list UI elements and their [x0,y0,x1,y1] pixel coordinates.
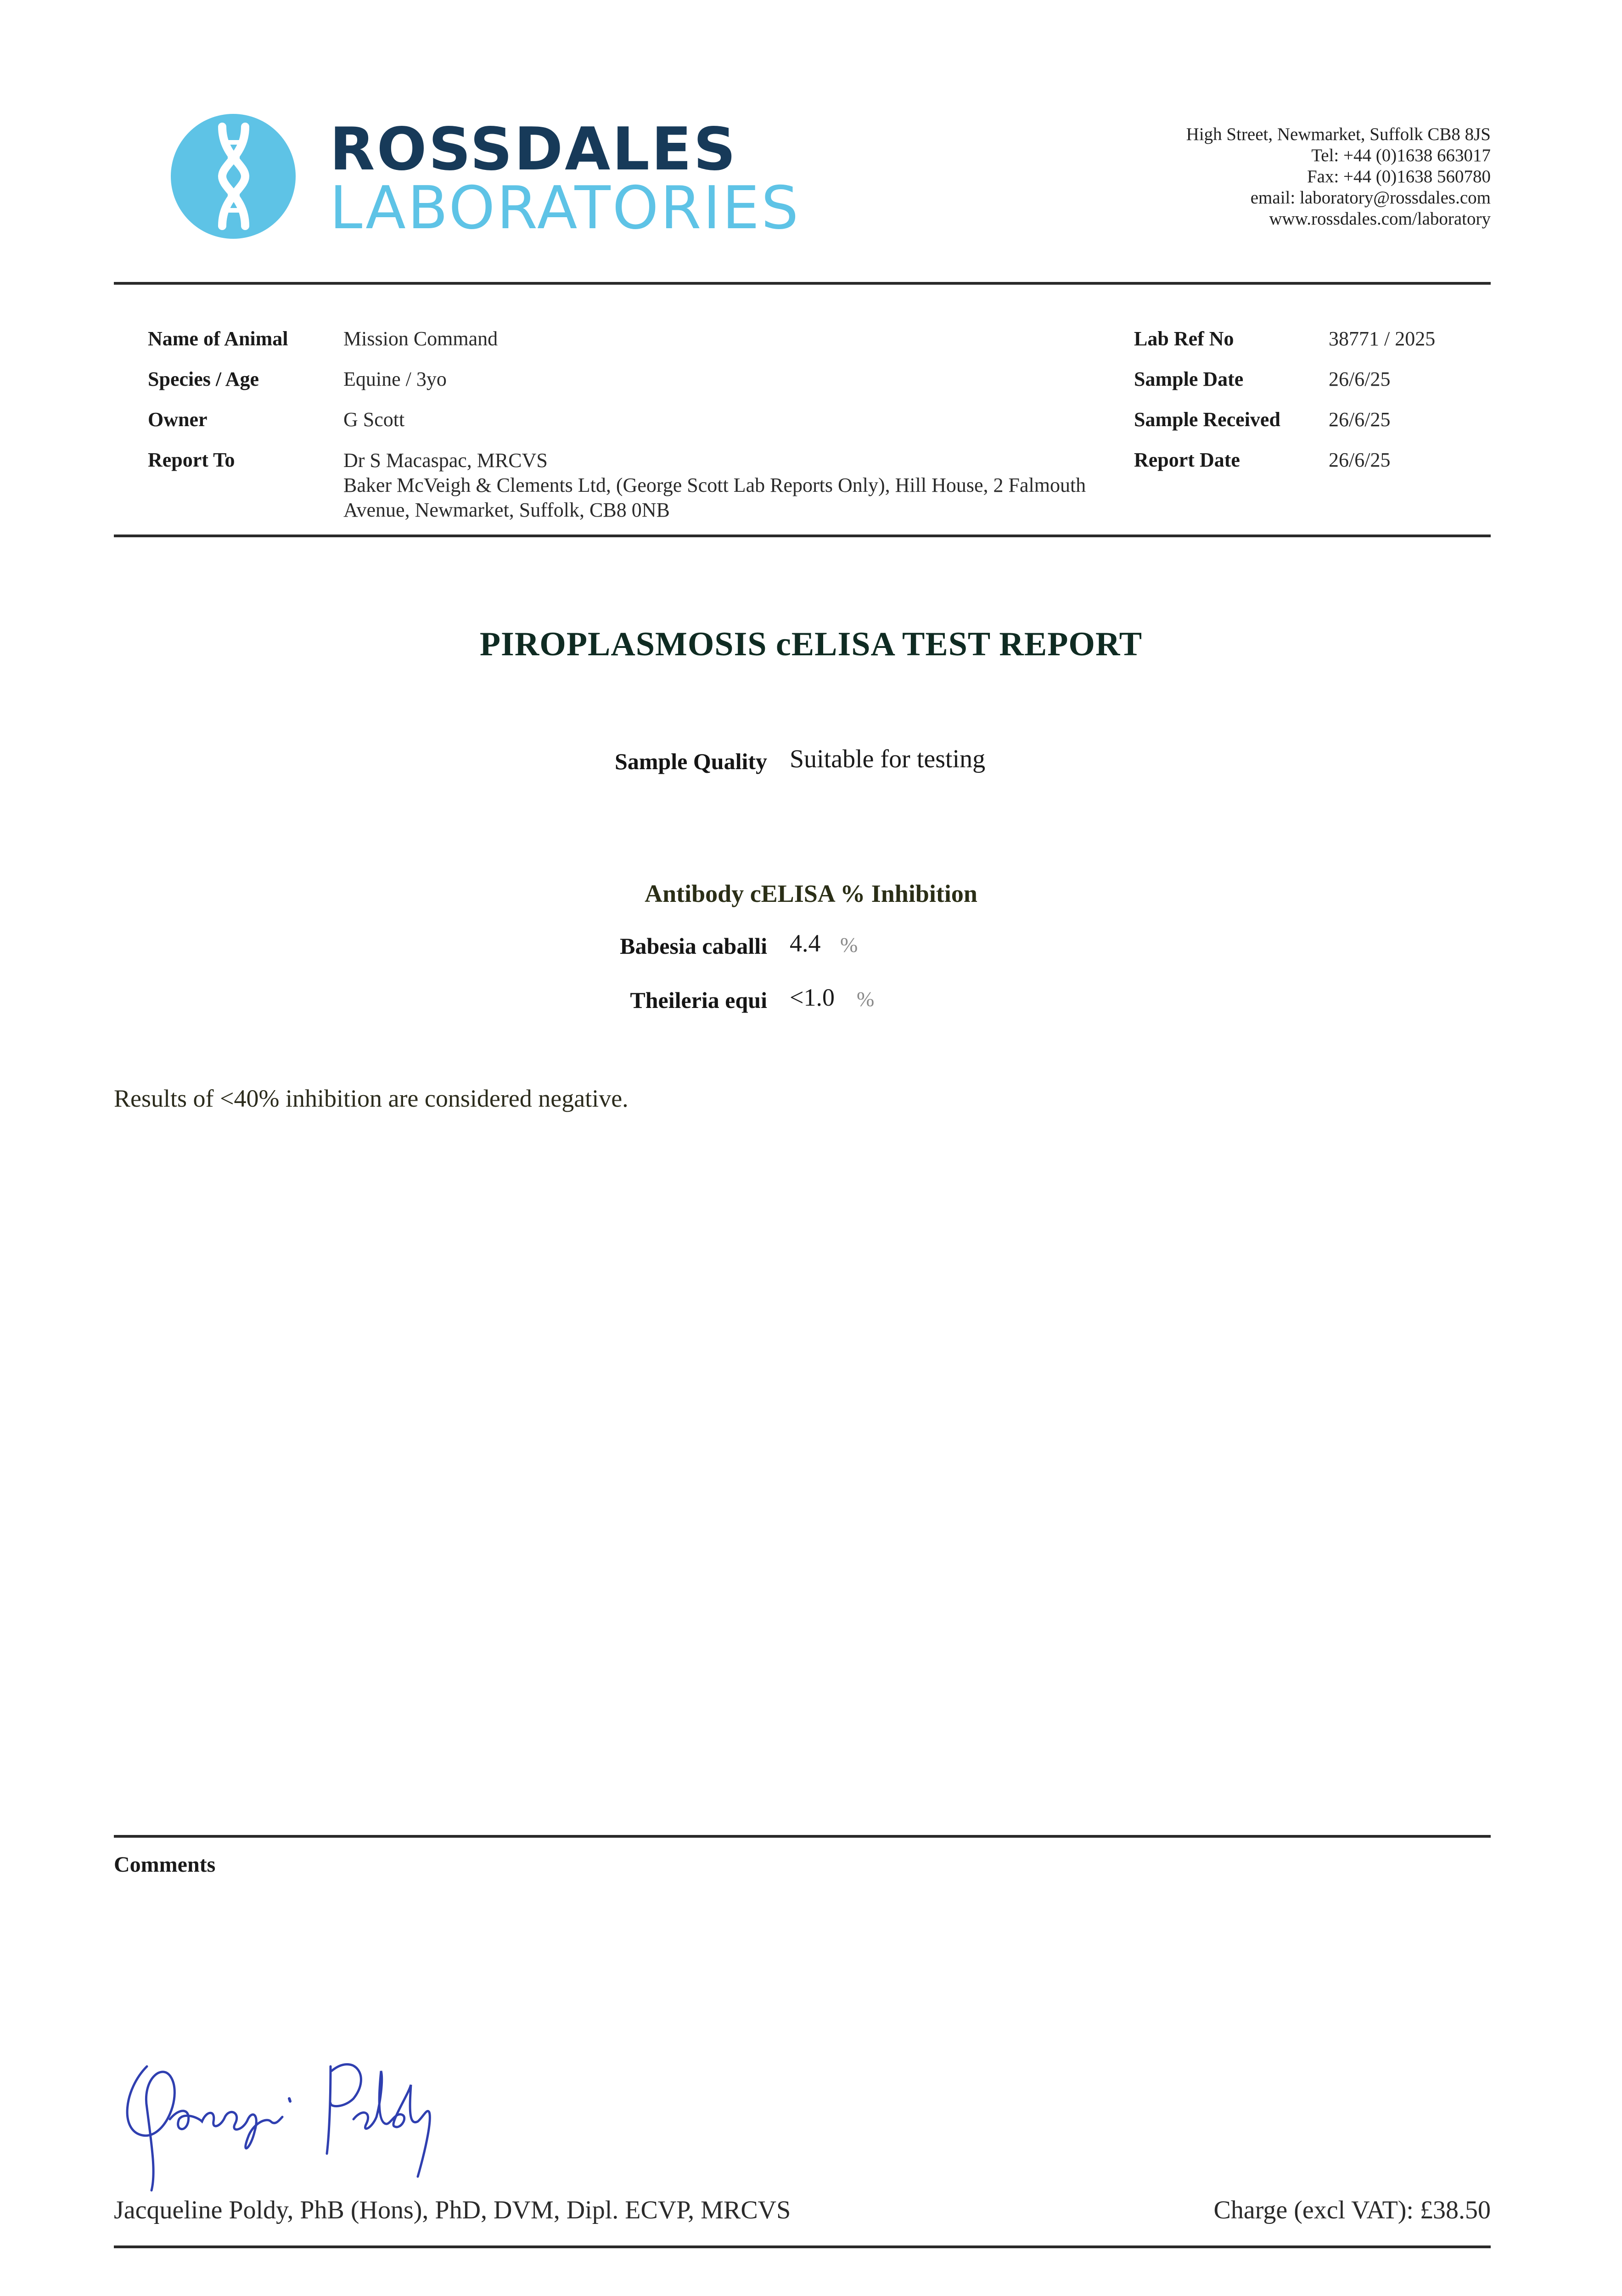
contact-block [1186,124,1491,230]
signatory-name: Jacqueline Poldy, PhB (Hons), PhD, DVM, Dipl. ECVP, MRCVS [114,2196,791,2224]
interpretation-note: Results of <40% inhibition are considered negative. [114,1085,629,1112]
header-divider [114,282,1491,285]
lab-ref-value: 38771 / 2025 [1329,327,1436,350]
footer-divider [114,2245,1491,2248]
report-to-recipient: Dr S Macaspac, MRCVS [343,449,548,472]
details-divider [114,535,1491,537]
result-unit-babesia: % [840,933,858,957]
result-unit-theileria: % [857,987,875,1011]
name-of-animal-label: Name of Animal [148,327,288,350]
sample-quality-value: Suitable for testing [790,745,986,773]
sample-date-label: Sample Date [1134,368,1244,390]
report-to-value [343,448,1124,523]
antibody-heading: Antibody cELISA % Inhibition [645,880,977,907]
signature [115,2039,445,2195]
result-label-babesia: Babesia caballi [620,933,767,959]
result-label-theileria: Theileria equi [630,987,767,1013]
dna-helix-icon [171,114,296,239]
sample-received-label: Sample Received [1134,408,1280,431]
sample-received-value: 26/6/25 [1329,408,1391,431]
contact-email: email: laboratory@rossdales.com [1250,188,1491,208]
comments-label: Comments [114,1852,216,1877]
charge-amount: Charge (excl VAT): £38.50 [1213,2196,1491,2224]
lab-ref-label: Lab Ref No [1134,327,1234,350]
owner-value: G Scott [343,408,405,431]
contact-address: High Street, Newmarket, Suffolk CB8 8JS [1186,124,1491,144]
species-age-value: Equine / 3yo [343,368,447,390]
result-value-theileria: <1.0 [790,984,835,1011]
brand-subtitle: LABORATORIES [330,174,801,242]
species-age-label: Species / Age [148,368,259,390]
report-date-label: Report Date [1134,449,1240,471]
comments-divider [114,1835,1491,1838]
report-to-address: Baker McVeigh & Clements Ltd, (George Scott Lab Reports Only), Hill House, 2 Falmouth Avenue, Newmarket, Suffolk, CB8 0NB [343,474,1086,521]
contact-tel: Tel: +44 (0)1638 663017 [1311,146,1491,165]
result-value-babesia: 4.4 [790,929,821,957]
report-title: PIROPLASMOSIS cELISA TEST REPORT [479,625,1143,663]
name-of-animal-value: Mission Command [343,327,498,350]
brand-name: ROSSDALES [330,115,738,184]
owner-label: Owner [148,408,208,431]
sample-quality-label: Sample Quality [615,748,767,774]
report-to-label: Report To [148,449,235,471]
contact-fax: Fax: +44 (0)1638 560780 [1307,167,1491,186]
report-date-value: 26/6/25 [1329,449,1391,471]
sample-date-value: 26/6/25 [1329,368,1391,390]
contact-website: www.rossdales.com/laboratory [1269,209,1491,229]
